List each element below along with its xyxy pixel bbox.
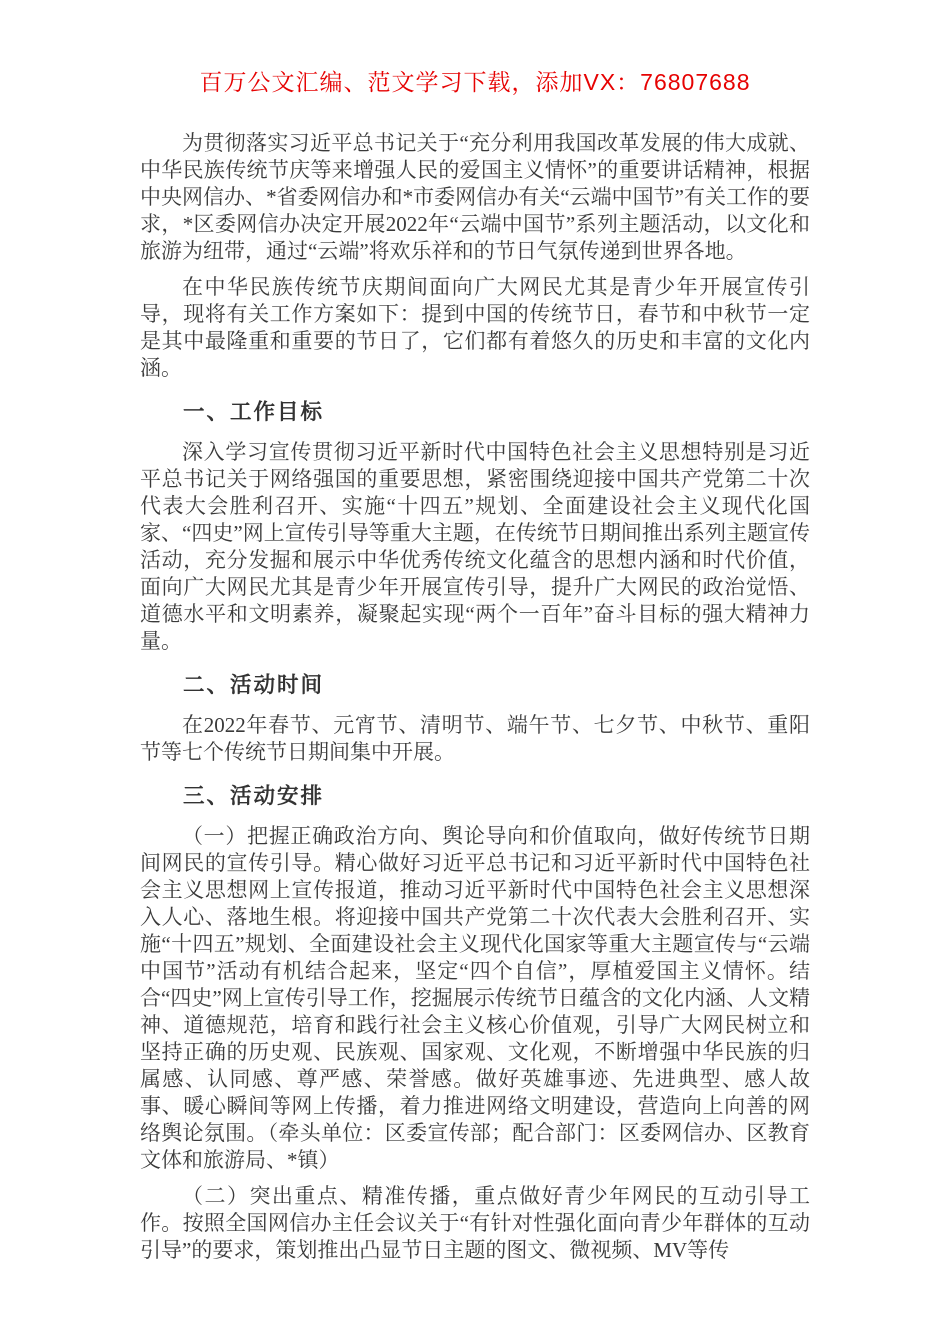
section-3-paragraph-1: （一）把握正确政治方向、舆论导向和价值取向，做好传统节日期间网民的宣传引导。精心做好习近平总书记和习近平新时代中国特色社会主义思想网上宣传报道，推动习近平新时代中国特色社会主义思想深入人心、落地生根。将迎接中国共产党第二十次代表大会胜利召开、实施“十四五”规划、全面建设社会主义现代化国家等重大主题宣传与“云端中国节”活动有机结合起来，坚定“四个自信”，厚植爱国主义情怀。结合“四史”网上宣传引导工作，挖掘展示传统节日蕴含的文化内涵、人文精神、道德规范，培育和践行社会主义核心价值观，引导广大网民树立和坚持正确的历史观、民族观、国家观、文化观，不断增强中华民族的归属感、认同感、尊严感、荣誉感。做好英雄事迹、先进典型、感人故事、暖心瞬间等网上传播，着力推进网络文明建设，营造向上向善的网络舆论氛围。（牵头单位：区委宣传部；配合部门：区委网信办、区教育文体和旅游局、*镇） xyxy=(140,824,810,1172)
section-heading-activity-time: 二、活动时间 xyxy=(183,673,325,697)
section-3-paragraph-2: （二）突出重点、精准传播，重点做好青少年网民的互动引导工作。按照全国网信办主任会议关于“有针对性强化面向青少年群体的互动引导”的要求，策划推出凸显节日主题的图文、微视频、MV等传 xyxy=(140,1184,810,1262)
promo-banner: 百万公文汇编、范文学习下载，添加VX：76807688 xyxy=(199,69,751,95)
section-heading-work-goals: 一、工作目标 xyxy=(183,400,325,424)
section-1-paragraph: 深入学习宣传贯彻习近平新时代中国特色社会主义思想特别是习近平总书记关于网络强国的重要思想，紧密围绕迎接中国共产党第二十次代表大会胜利召开、实施“十四五”规划、全面建设社会主义现代化国家、“四史”网上宣传引导等重大主题，在传统节日期间推出系列主题宣传活动，充分发掘和展示中华优秀传统文化蕴含的思想内涵和时代价值，面向广大网民尤其是青少年开展宣传引导，提升广大网民的政治觉悟、道德水平和文明素养，凝聚起实现“两个一百年”奋斗目标的强大精神力量。 xyxy=(140,440,810,653)
intro-paragraph-2: 在中华民族传统节庆期间面向广大网民尤其是青少年开展宣传引导，现将有关工作方案如下：提到中国的传统节日，春节和中秋节一定是其中最隆重和重要的节日了，它们都有着悠久的历史和丰富的文化内涵。 xyxy=(140,275,810,380)
intro-paragraph-1: 为贯彻落实习近平总书记关于“充分利用我国改革发展的伟大成就、中华民族传统节庆等来增强人民的爱国主义情怀”的重要讲话精神，根据中央网信办、*省委网信办和*市委网信办有关“云端中国节”有关工作的要求，*区委网信办决定开展2022年“云端中国节”系列主题活动，以文化和旅游为纽带，通过“云端”将欢乐祥和的节日气氛传递到世界各地。 xyxy=(140,131,810,263)
section-heading-activity-arrangement: 三、活动安排 xyxy=(183,784,325,808)
section-2-paragraph: 在2022年春节、元宵节、清明节、端午节、七夕节、中秋节、重阳节等七个传统节日期间集中开展。 xyxy=(140,713,810,764)
document-body xyxy=(140,130,810,1264)
